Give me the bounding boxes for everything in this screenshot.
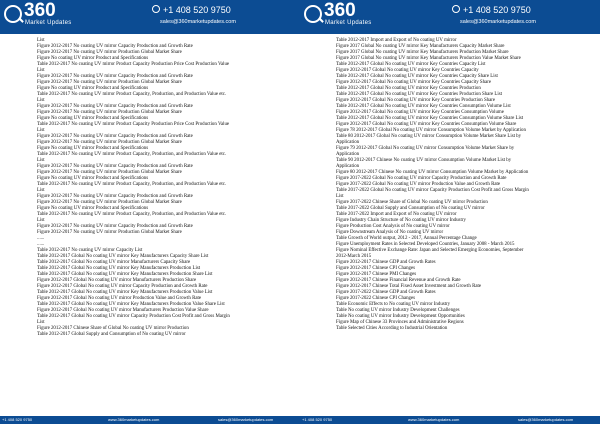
toc-entry: Figure No coating UV mirror Product and Specifications: [37, 206, 149, 211]
toc-entry: Application: [336, 164, 360, 169]
toc-entry: Table 2012-2017 Global No coating UV mirror Key Countries Production: [336, 86, 481, 91]
header-phone: [152, 4, 231, 16]
toc-entry: Table 2017-2022 Global No coating UV mirror Capacity Production Cost Profit and Gross Margin: [336, 188, 529, 193]
toc-entry: List: [37, 188, 45, 193]
toc-entry: Table 2012-2017 No coating UV mirror Product Capacity, Production, and Production Value etc.: [37, 152, 227, 157]
toc-entry: Table 2012-2017 Global No coating UV mirror Manufacturers Capacity Share: [37, 260, 191, 265]
phone-icon: [152, 5, 160, 13]
toc-entry: Figure 2012-2017 Chinese Financial Revenue and Growth Rate: [336, 278, 461, 283]
toc-entry: Figure Downstream Analysis of No coating UV mirror: [336, 230, 444, 235]
header-phone-text: +1 408 520 9750: [163, 5, 231, 15]
toc-entry: Table 2017-2022 Global Supply and Consumption of No coating UV mirror: [336, 206, 485, 211]
page-right: [300, 0, 600, 424]
toc-entry: Table 2012-2017 Global No coating UV mirror Key Manufacturers Production List: [37, 266, 201, 271]
toc-entry: Figure 2012-2017 Global No coating UV mirror Key Countries Consumption Volume Share: [336, 122, 517, 127]
toc-entry: Figure 2012-2017 No coating UV mirror Production Global Market Share: [37, 230, 182, 235]
toc-entry: List: [37, 320, 45, 325]
toc-entry: Table Selected Cities According to Industrial Orientation: [336, 326, 448, 331]
page-footer: [0, 416, 300, 424]
toc-entry: Figure 2012-2017 Global No coating UV mirror Key Countries Production Share: [336, 98, 496, 103]
toc-entry: Figure 2017 Global No coating UV mirror Key Manufacturers Production Market Share: [336, 50, 509, 55]
toc-entry: 2012-March 2015: [336, 254, 372, 259]
toc-entry: List: [37, 128, 45, 133]
toc-entry: Figure 2012-2017 No coating UV mirror Capacity Production and Growth Rate: [37, 104, 193, 109]
toc-entry: Figure No coating UV mirror Product and Specifications: [37, 176, 149, 181]
toc-entry: Figure 2017-2022 Chinese Share of Global No coating UV mirror Production: [336, 200, 488, 205]
toc-entry: Figure 2017-2022 Global No coating UV mirror Production Value and Growth Rate: [336, 182, 501, 187]
toc-entry: Figure No coating UV mirror Product and Specifications: [37, 116, 149, 121]
page-header: [300, 0, 600, 34]
toc-entry: Table Growth of World output, 2012 - 2017, Annual Percentage Change: [336, 236, 477, 241]
page-footer: [300, 416, 600, 424]
toc-entry: Figure Production Cost Analysis of No coating UV mirror: [336, 224, 450, 229]
toc-entry: Table 2012-2017 Global No coating UV mirror Key Manufacturers Capacity Share List: [37, 254, 209, 259]
toc-entry: Figure 2012-2017 No coating UV mirror Capacity Production and Growth Rate: [37, 224, 193, 229]
toc-entry: Figure Map of Chinese 33 Provinces and Administrative Regions: [336, 320, 464, 325]
toc-entry: Table 2017-2022 Import and Export of No coating UV mirror: [336, 212, 457, 217]
toc-entry: Figure No coating UV mirror Product and Specifications: [37, 56, 149, 61]
toc-entry: Figure 2012-2017 Chinese PMI Changes: [336, 272, 417, 277]
header-email: sales@360marketupdates.com: [460, 19, 536, 25]
brand-logo: [4, 0, 74, 31]
toc-entry: Figure 2012-2017 Global No coating UV mirror Key Countries Consumption Volume: [336, 110, 504, 115]
toc-entry: Figure 2012-2017 No coating UV mirror Production Global Market Share: [37, 140, 182, 145]
phone-icon: [452, 5, 460, 13]
toc-entry: Figure 2012-2017 No coating UV mirror Production Global Market Share: [37, 110, 182, 115]
toc-entry: Figure 2017-2022 Chinese GDP and Growth Rates: [336, 290, 436, 295]
toc-entry: Figure 80 2012-2017 Chinese No coating UV mirror Consumption Volume Market by Application: [336, 170, 529, 175]
toc-entry: List: [37, 38, 45, 43]
page-header: [0, 0, 300, 34]
toc-entry: Figure 2017 Global No coating UV mirror Key Manufacturers Production Value Market Share: [336, 56, 521, 61]
magnifier-icon: [4, 5, 22, 23]
toc-entry: Figure 2012-2017 No coating UV mirror Production Global Market Share: [37, 50, 182, 55]
toc-entry: Table 2012-2017 Global No coating UV mirror Key Manufacturers Production Value Share List: [37, 302, 225, 307]
header-phone-text: +1 408 520 9750: [463, 5, 531, 15]
toc-entry: Figure 2012-2017 Global No coating UV mirror Production Value and Growth Rate: [37, 296, 202, 301]
toc-entry: List: [37, 158, 45, 163]
header-phone: [452, 4, 531, 16]
toc-entry: ......: [37, 242, 45, 247]
toc-entry: Table 2012-2017 Global Supply and Consumption of No coating UV mirror: [37, 332, 186, 337]
toc-entry: Application: [336, 152, 360, 157]
toc-entry: ......: [37, 236, 45, 241]
toc-entry: Table 2012-2017 Global No coating UV mirror Key Countries Production Share List: [336, 92, 502, 97]
footer-email: sales@360marketupdates.com: [218, 417, 274, 422]
toc-entry: Table 2012-2017 Import and Export of No coating UV mirror: [336, 38, 457, 43]
toc-entry: Table 2012-2017 No coating UV mirror Product Capacity, Production, and Production Value etc.: [37, 212, 227, 217]
header-email: sales@360marketupdates.com: [160, 19, 236, 25]
toc-entry: Table 2012-2017 Global No coating UV mirror Key Manufacturers Production Share List: [37, 272, 213, 277]
toc-entry: Table 2012-2017 No coating UV mirror Product Capacity Production Price Cost Production Value: [37, 122, 230, 127]
toc-entry: Figure 2012-2017 Global No coating UV mirror Manufacturers Production Value Share: [37, 308, 209, 313]
toc-entry: Figure 2012-2017 No coating UV mirror Production Global Market Share: [37, 170, 182, 175]
toc-entry: Figure 2012-2017 Chinese Share of Global No coating UV mirror Production: [37, 326, 189, 331]
toc-entry: Figure 2012-2017 Chinese Total Fixed Asset Investment and Growth Rate: [336, 284, 482, 289]
toc-entry: Table 2012-2017 Global No coating UV mirror Key Countries Capacity Share List: [336, 74, 498, 79]
toc-entry: List: [37, 98, 45, 103]
brand-tagline: Market Updates: [325, 20, 372, 26]
brand-tagline: Market Updates: [25, 20, 72, 26]
toc-entry: Table 2012-2017 No coating UV mirror Product Capacity, Production, and Production Value etc.: [37, 92, 227, 97]
toc-entry: Table 80 2012-2017 Global No coating UV mirror Consumption Volume Market Share List by: [336, 134, 522, 139]
toc-entry: Table 2012-2017 No coating UV mirror Product Capacity Production Price Cost Production Value: [37, 62, 230, 67]
toc-entry: Figure 2012-2017 No coating UV mirror Capacity Production and Growth Rate: [37, 194, 193, 199]
footer-email: sales@360marketupdates.com: [518, 417, 574, 422]
toc-entry: Figure 2012-2017 No coating UV mirror Capacity Production and Growth Rate: [37, 44, 193, 49]
toc-entry: Figure 2012-2017 Global No coating UV mirror Key Countries Capacity Share: [336, 80, 492, 85]
toc-entry: Figure 78 2012-2017 Global No coating UV mirror Consumption Volume Market by Application: [336, 128, 526, 133]
toc-entry: Table Economic Effects to No coating UV mirror Industry: [336, 302, 451, 307]
toc-entry: Figure 2012-2017 Chinese GDP and Growth Rates: [336, 260, 436, 265]
toc-entry: Figure 2017 Global No coating UV mirror Key Manufacturers Capacity Market Share: [336, 44, 505, 49]
toc-entry: Figure 2012-2017 No coating UV mirror Production Global Market Share: [37, 200, 182, 205]
toc-entry: Figure Nominal Effective Exchange Rate: Japan and Selected Emerging Economies, September: [336, 248, 524, 253]
footer-phone: +1 408 520 9750: [302, 417, 333, 422]
toc-entry: Figure 2017-2022 Global No coating UV mirror Capacity Production and Growth Rate: [336, 176, 507, 181]
toc-entry: Figure 79 2012-2017 Global No coating UV mirror Consumption Volume Market Share by: [336, 146, 515, 151]
toc-entry: Table No coating UV mirror Industry Development Opportunities: [336, 314, 465, 319]
toc-entry: Figure 2012-2017 Global No coating UV mirror Manufacturers Production Share: [37, 278, 197, 283]
toc-list-left: [37, 38, 293, 338]
toc-entry: List: [37, 68, 45, 73]
toc-entry: Figure 2017-2022 Chinese CPI Changes: [336, 296, 416, 301]
toc-entry: Table 2012-2017 No coating UV mirror Product Capacity, Production, and Production Value etc.: [37, 182, 227, 187]
toc-entry: Figure 2012-2017 No coating UV mirror Capacity Production and Growth Rate: [37, 164, 193, 169]
brand-logo: [304, 0, 374, 31]
brand-name: 360: [24, 0, 56, 21]
toc-entry: Table 2012-2017 Global No coating UV mirror Key Countries Capacity List: [336, 62, 486, 67]
toc-entry: Figure Unemployment Rates in Selected Developed Countries, January 2008 - March 2015: [336, 242, 515, 247]
toc-entry: Figure 2012-2017 No coating UV mirror Capacity Production and Growth Rate: [37, 134, 193, 139]
toc-entry: List: [37, 218, 45, 223]
toc-entry: Figure 2012-2017 No coating UV mirror Production Global Market Share: [37, 80, 182, 85]
toc-entry: Figure 2012-2017 Chinese CPI Changes: [336, 266, 416, 271]
toc-entry: Table No coating UV mirror Industry Development Challenges: [336, 308, 460, 313]
toc-entry: Table 2012-2017 Global No coating UV mirror Key Countries Consumption Volume List: [336, 104, 511, 109]
footer-website: www.360marketupdates.com: [108, 417, 160, 422]
toc-entry: Table 2012-2017 Global No coating UV mirror Key Manufacturers Production Value List: [37, 290, 213, 295]
toc-entry: Table 2012-2017 Global No coating UV mirror Key Countries Consumption Volume Share List: [336, 116, 524, 121]
toc-entry: Figure No coating UV mirror Product and Specifications: [37, 86, 149, 91]
toc-entry: Figure 2012-2017 Global No coating UV mirror Capacity Production and Growth Rate: [37, 284, 208, 289]
toc-entry: Figure 2012-2017 No coating UV mirror Capacity Production and Growth Rate: [37, 74, 193, 79]
footer-website: www.360marketupdates.com: [408, 417, 460, 422]
toc-entry: Application: [336, 140, 360, 145]
toc-entry: Table 2012-2017 Global No coating UV mirror Capacity Production Cost Profit and Gross Margin: [37, 314, 230, 319]
brand-name: 360: [324, 0, 356, 21]
toc-entry: Table 90 2012-2017 Chinese No coating UV mirror Consumption Volume Market List by: [336, 158, 512, 163]
toc-entry: Figure Industry Chain Structure of No coating UV mirror Industry: [336, 218, 466, 223]
toc-entry: List: [336, 194, 344, 199]
toc-entry: Figure No coating UV mirror Product and Specifications: [37, 146, 149, 151]
toc-entry: Table 2012-2017 No coating UV mirror Capacity List: [37, 248, 143, 253]
magnifier-icon: [304, 5, 322, 23]
footer-phone: +1 408 520 9750: [2, 417, 33, 422]
toc-list-right: [336, 38, 594, 332]
toc-entry: Figure 2012-2017 Global No coating UV mirror Key Countries Capacity: [336, 68, 479, 73]
